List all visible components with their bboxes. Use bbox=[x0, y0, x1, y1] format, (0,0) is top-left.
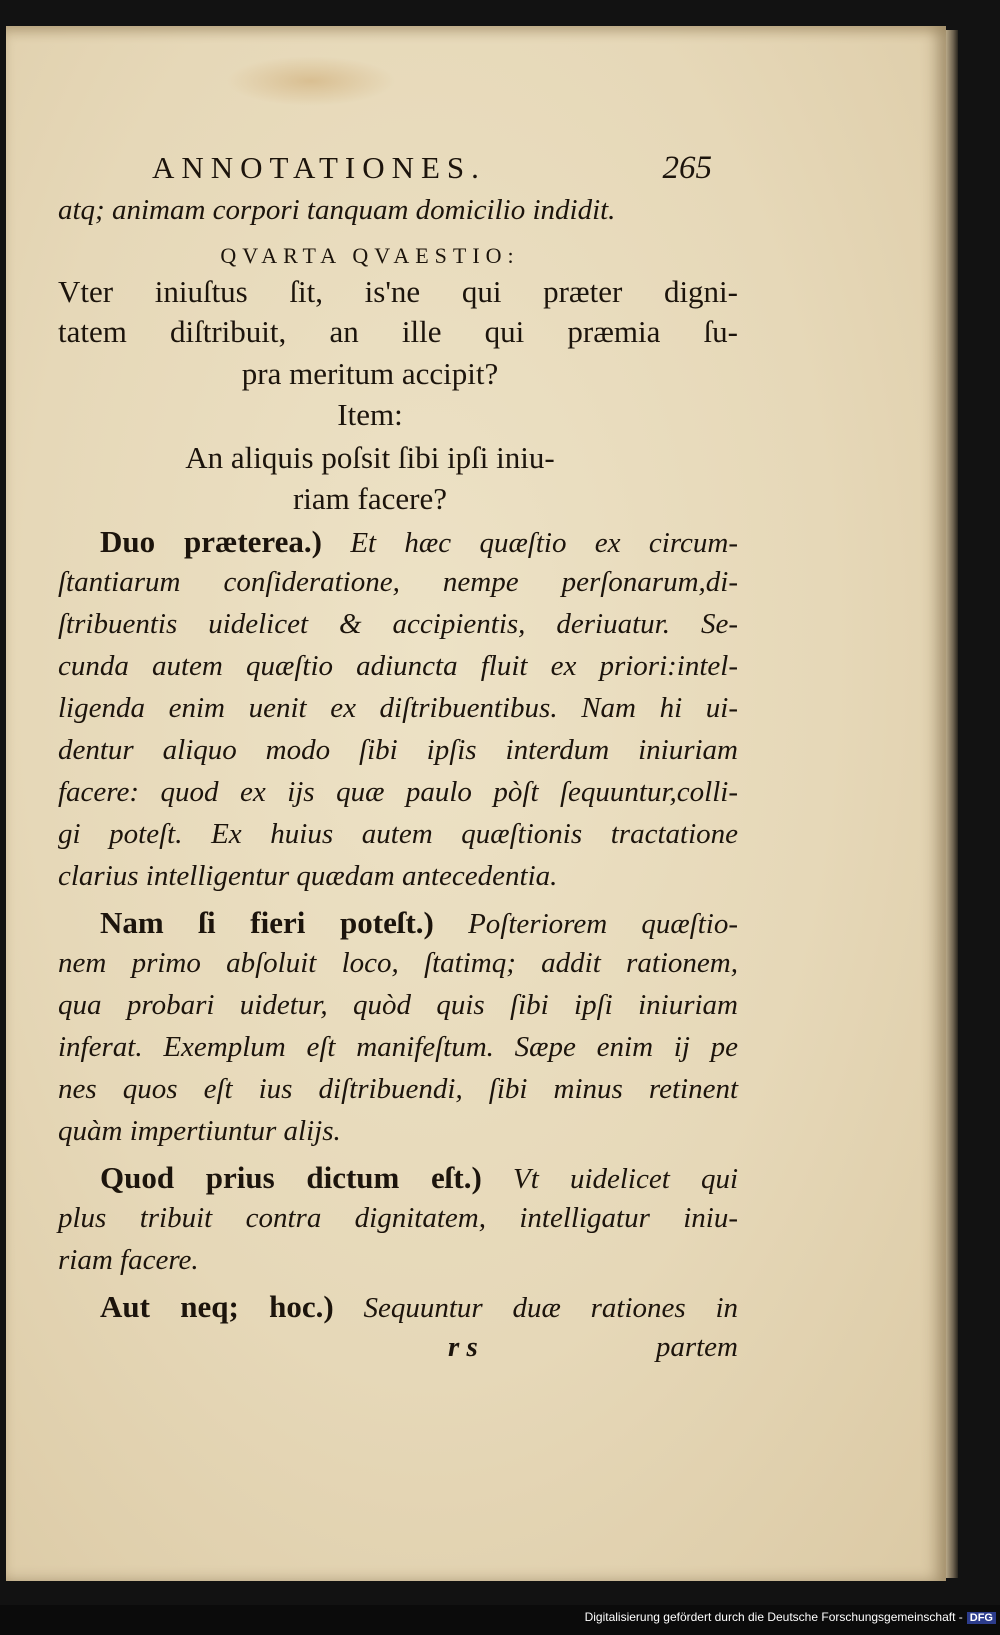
running-head bbox=[152, 150, 712, 187]
dfg-logo: DFG bbox=[967, 1612, 996, 1624]
item-heading: Item: bbox=[337, 397, 403, 432]
page-fore-edge bbox=[946, 30, 958, 1578]
question-line: tatem diſtribuit, an ille qui præmia ſu- bbox=[58, 314, 738, 349]
text-line: riam facere. bbox=[58, 1244, 199, 1276]
text-line: plus tribuit contra dignitatem, intelligatur iniu- bbox=[58, 1202, 738, 1234]
paragraph-start bbox=[100, 1289, 738, 1325]
text-line: qua probari uidetur, quòd quis ſibi ipſi iniuriam bbox=[58, 989, 738, 1021]
text-line: clarius intelligentur quædam antecedentia. bbox=[58, 860, 558, 892]
question-line: Vter iniuſtus ſit, is'ne qui præter digni- bbox=[58, 274, 738, 309]
text-line: cunda autem quæſtio adiuncta fluit ex priori:intel- bbox=[58, 650, 738, 682]
paragraph-start bbox=[100, 524, 738, 560]
quaestio-title: QVARTA QVAESTIO: bbox=[220, 243, 520, 268]
text-line: nes quos eſt ius diſtribuendi, ſibi minus retinent bbox=[58, 1073, 738, 1105]
text-line: dentur aliquo modo ſibi ipſis interdum iniuriam bbox=[58, 734, 738, 766]
text-line: ligenda enim uenit ex diſtribuentibus. Nam hi ui- bbox=[58, 692, 738, 724]
text-run: Vt uidelicet qui bbox=[513, 1163, 739, 1195]
text-line: ſtantiarum conſideratione, nempe perſonarum,di- bbox=[58, 566, 738, 598]
text-line: atq; animam corpori tanquam domicilio indidit. bbox=[58, 194, 616, 226]
text-run: Poſteriorem quæſtio- bbox=[468, 908, 738, 940]
text-line: nem primo abſoluit loco, ſtatimq; addit rationem, bbox=[58, 947, 738, 979]
lemma: Aut neq; hoc.) bbox=[100, 1289, 334, 1324]
lemma: Nam ſi fieri poteſt.) bbox=[100, 905, 434, 940]
credit-text: Digitalisierung gefördert durch die Deutsche Forschungsgemeinschaft - bbox=[584, 1610, 963, 1624]
page-number: 265 bbox=[662, 150, 712, 186]
paragraph-start bbox=[100, 905, 738, 941]
lemma: Quod prius dictum eſt.) bbox=[100, 1160, 482, 1195]
text-line: quàm impertiuntur alijs. bbox=[58, 1115, 341, 1147]
text-run: Sequuntur duæ rationes in bbox=[363, 1292, 739, 1324]
page-stain bbox=[226, 56, 396, 106]
paragraph-start bbox=[100, 1160, 738, 1196]
question-line: pra meritum accipit? bbox=[241, 356, 499, 391]
text-line: gi poteſt. Ex huius autem quæſtionis tractatione bbox=[58, 818, 738, 850]
lemma: Duo præterea.) bbox=[100, 524, 322, 559]
question-line: An aliquis poſsit ſibi ipſi iniu- bbox=[185, 440, 555, 475]
text-line: facere: quod ex ijs quæ paulo pòſt ſequuntur,colli- bbox=[58, 776, 738, 808]
digitization-credit bbox=[0, 1610, 996, 1632]
signature-mark: r s bbox=[448, 1331, 478, 1363]
text-line: inferat. Exemplum eſt manifeſtum. Sæpe enim ij pe bbox=[58, 1031, 738, 1063]
text-run: Et hæc quæſtio ex circum- bbox=[350, 527, 738, 559]
question-line: riam facere? bbox=[292, 481, 447, 516]
text-line: ſtribuentis uidelicet & accipientis, deriuatur. Se- bbox=[58, 608, 738, 640]
running-title: ANNOTATIONES. bbox=[152, 150, 486, 185]
catchword: partem bbox=[655, 1331, 738, 1363]
